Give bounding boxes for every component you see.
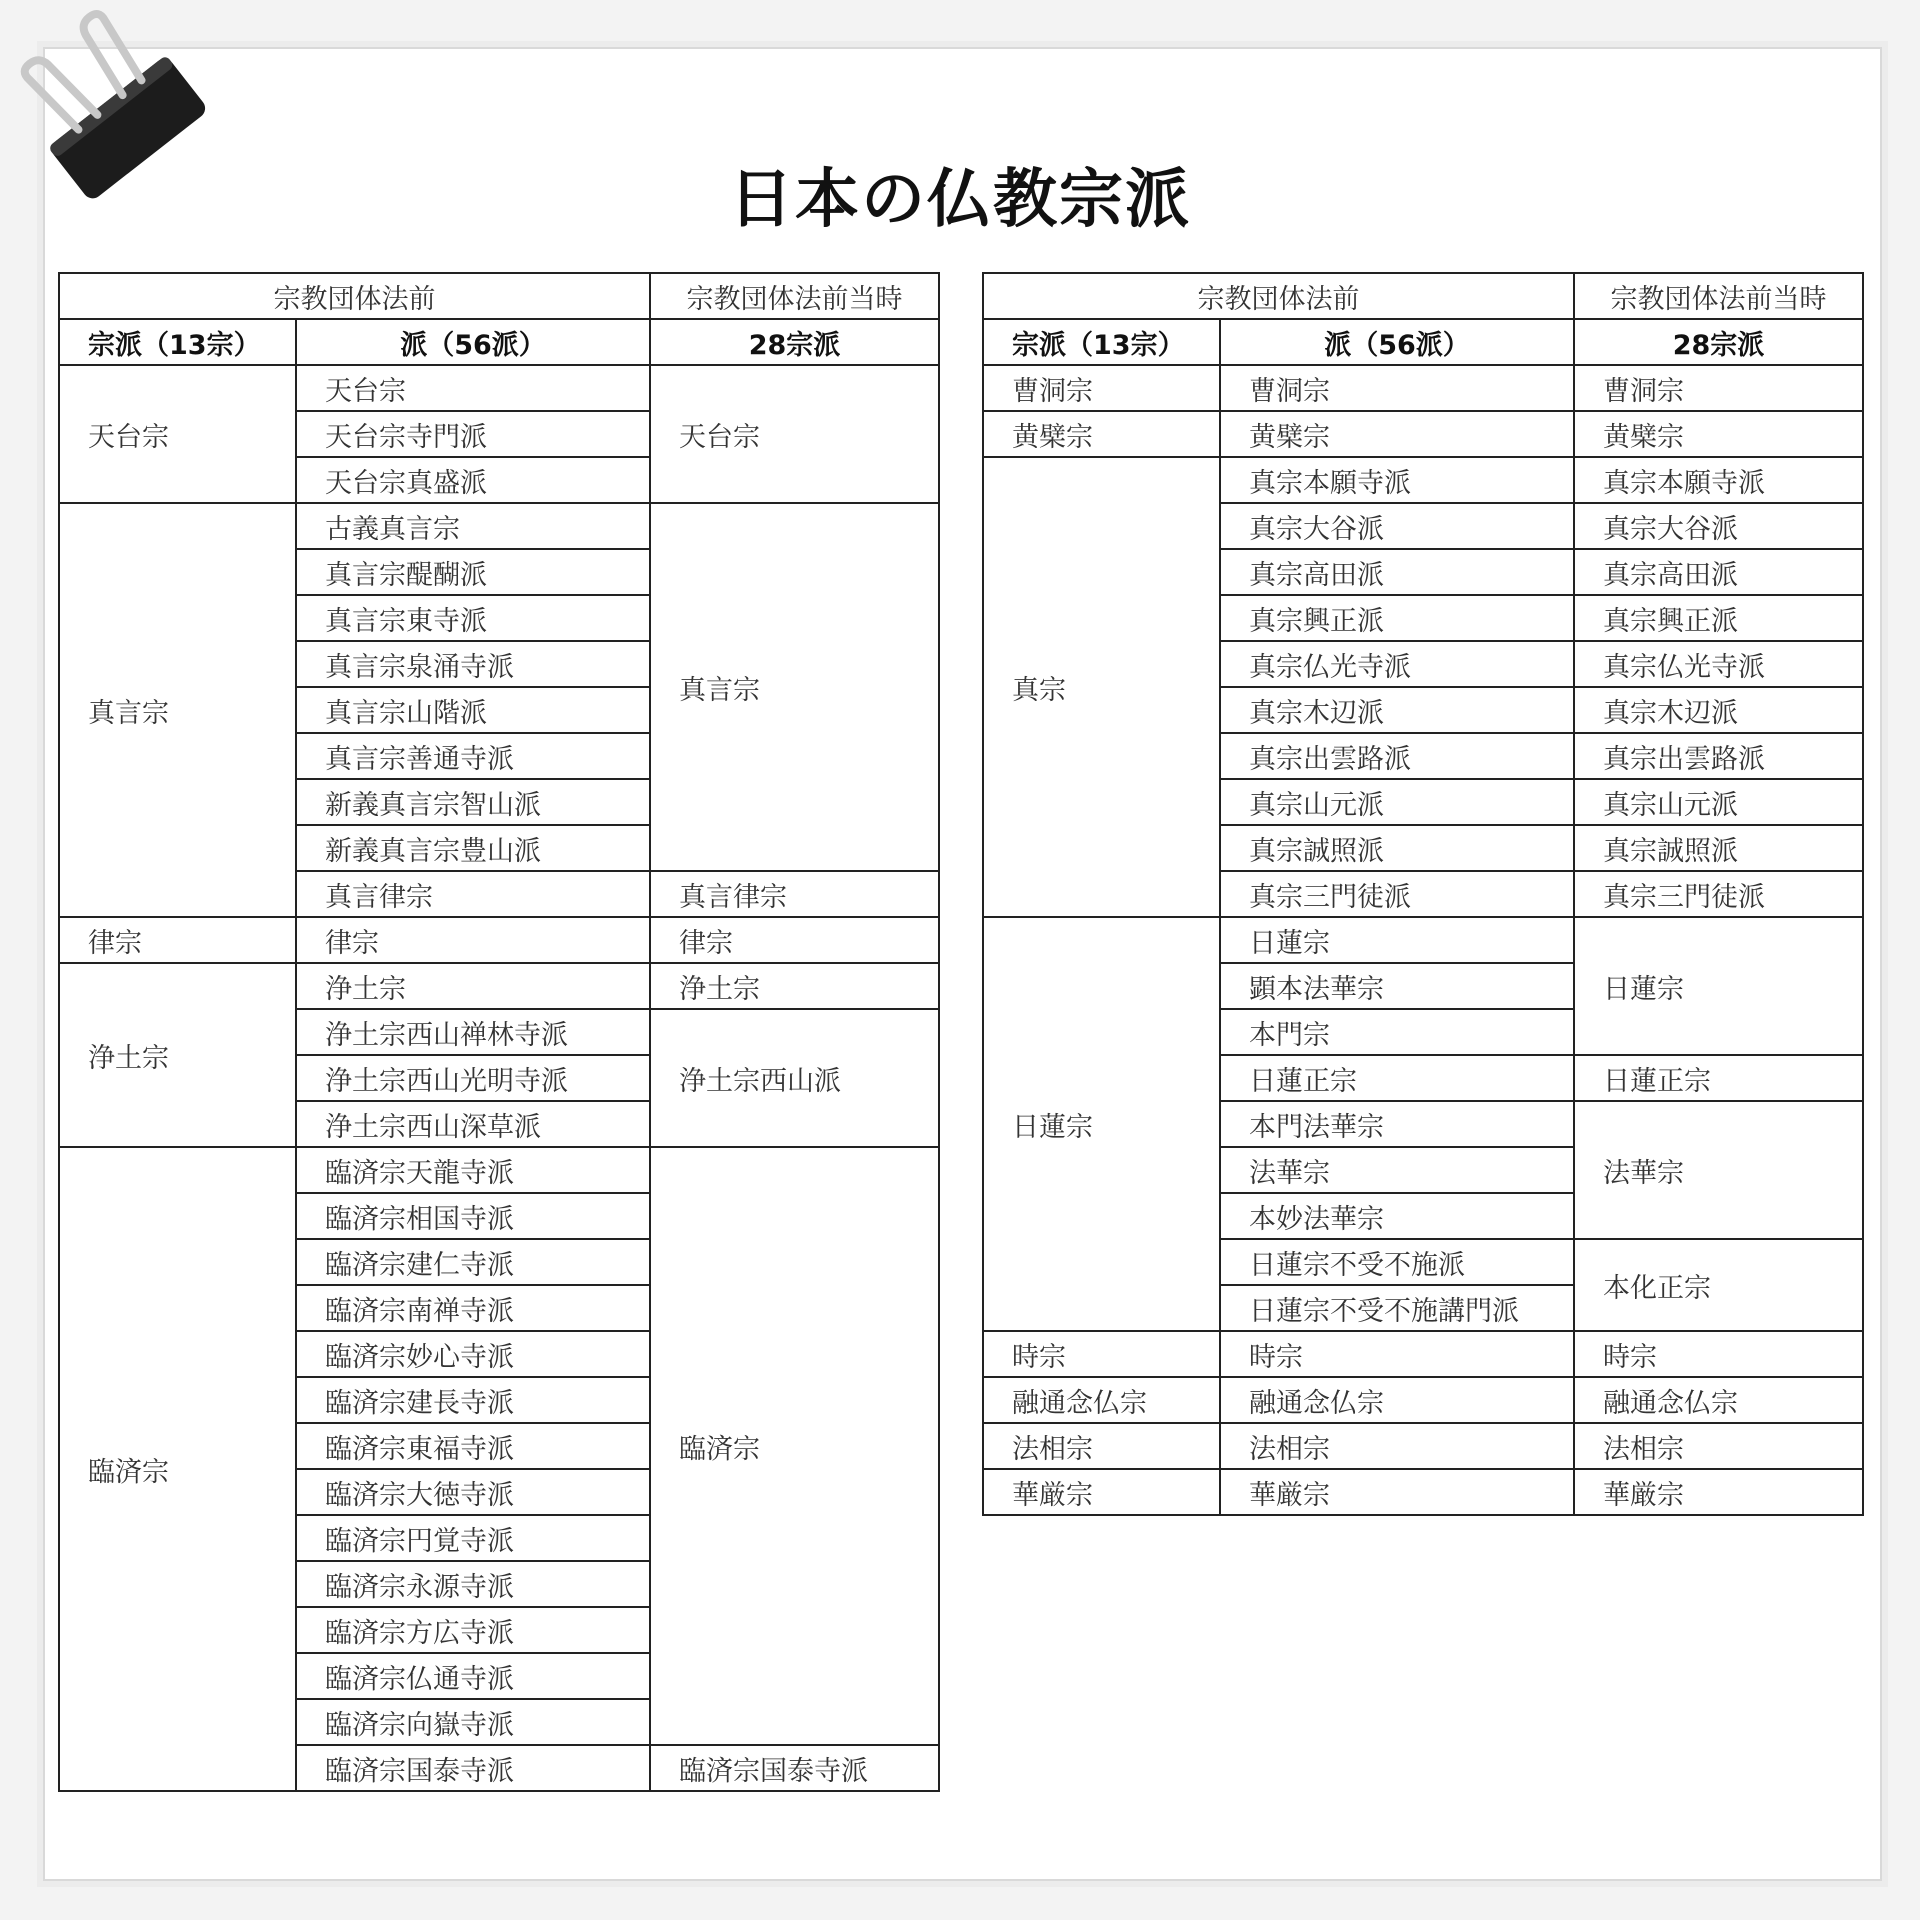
table-body [59, 365, 939, 1791]
school-cell: 古義真言宗 [296, 503, 650, 549]
school-cell: 臨済宗南禅寺派 [296, 1285, 650, 1331]
group28-cell: 日蓮正宗 [1574, 1055, 1863, 1101]
school-cell: 真宗興正派 [1220, 595, 1574, 641]
school-cell: 臨済宗円覚寺派 [296, 1515, 650, 1561]
group28-cell: 真宗高田派 [1574, 549, 1863, 595]
table-row [983, 457, 1863, 503]
school-cell: 真宗誠照派 [1220, 825, 1574, 871]
school-cell: 真宗木辺派 [1220, 687, 1574, 733]
group28-cell: 真宗誠照派 [1574, 825, 1863, 871]
header-group-time: 宗教団体法前当時 [1574, 273, 1863, 319]
school-cell: 日蓮宗不受不施派 [1220, 1239, 1574, 1285]
group28-cell: 華厳宗 [1574, 1469, 1863, 1515]
header-group28: 28宗派 [650, 319, 939, 365]
school-cell: 本妙法華宗 [1220, 1193, 1574, 1239]
group28-cell: 曹洞宗 [1574, 365, 1863, 411]
school-cell: 天台宗 [296, 365, 650, 411]
school-cell: 臨済宗永源寺派 [296, 1561, 650, 1607]
group28-cell: 真宗本願寺派 [1574, 457, 1863, 503]
group28-cell: 臨済宗 [650, 1147, 939, 1745]
group28-cell: 真宗大谷派 [1574, 503, 1863, 549]
group28-cell: 真宗興正派 [1574, 595, 1863, 641]
school-cell: 本門法華宗 [1220, 1101, 1574, 1147]
group28-cell: 日蓮宗 [1574, 917, 1863, 1055]
group28-cell: 浄土宗 [650, 963, 939, 1009]
group28-cell: 融通念仏宗 [1574, 1377, 1863, 1423]
page-title: 日本の仏教宗派 [729, 163, 1191, 237]
sect-cell: 時宗 [983, 1331, 1220, 1377]
group28-cell: 真宗出雲路派 [1574, 733, 1863, 779]
sect-cell: 真言宗 [59, 503, 296, 917]
table-row [983, 1423, 1863, 1469]
school-cell: 本門宗 [1220, 1009, 1574, 1055]
table-row [983, 1377, 1863, 1423]
school-cell: 日蓮正宗 [1220, 1055, 1574, 1101]
school-cell: 浄土宗西山深草派 [296, 1101, 650, 1147]
school-cell: 天台宗真盛派 [296, 457, 650, 503]
group28-cell: 本化正宗 [1574, 1239, 1863, 1331]
table-row [983, 365, 1863, 411]
group28-cell: 真宗木辺派 [1574, 687, 1863, 733]
header-row-group [983, 273, 1863, 319]
sect-cell: 黄檗宗 [983, 411, 1220, 457]
school-cell: 真言宗東寺派 [296, 595, 650, 641]
header-school: 派（56派） [1220, 319, 1574, 365]
school-cell: 真言宗善通寺派 [296, 733, 650, 779]
header-sect: 宗派（13宗） [983, 319, 1220, 365]
school-cell: 真宗仏光寺派 [1220, 641, 1574, 687]
group28-cell: 真言律宗 [650, 871, 939, 917]
school-cell: 日蓮宗不受不施講門派 [1220, 1285, 1574, 1331]
school-cell: 真宗本願寺派 [1220, 457, 1574, 503]
sect-cell: 真宗 [983, 457, 1220, 917]
school-cell: 真宗三門徒派 [1220, 871, 1574, 917]
group28-cell: 法相宗 [1574, 1423, 1863, 1469]
school-cell: 真宗高田派 [1220, 549, 1574, 595]
school-cell: 臨済宗相国寺派 [296, 1193, 650, 1239]
header-group28: 28宗派 [1574, 319, 1863, 365]
school-cell: 曹洞宗 [1220, 365, 1574, 411]
group28-cell: 法華宗 [1574, 1101, 1863, 1239]
table-row [59, 1147, 939, 1193]
school-cell: 臨済宗方広寺派 [296, 1607, 650, 1653]
header-school: 派（56派） [296, 319, 650, 365]
sect-cell: 華厳宗 [983, 1469, 1220, 1515]
school-cell: 融通念仏宗 [1220, 1377, 1574, 1423]
sect-cell: 臨済宗 [59, 1147, 296, 1791]
group28-cell: 天台宗 [650, 365, 939, 503]
school-cell: 新義真言宗智山派 [296, 779, 650, 825]
header-sect: 宗派（13宗） [59, 319, 296, 365]
table-row [983, 917, 1863, 963]
school-cell: 時宗 [1220, 1331, 1574, 1377]
header-group-before: 宗教団体法前 [59, 273, 650, 319]
school-cell: 浄土宗西山禅林寺派 [296, 1009, 650, 1055]
table-row [983, 411, 1863, 457]
school-cell: 浄土宗 [296, 963, 650, 1009]
school-cell: 華厳宗 [1220, 1469, 1574, 1515]
school-cell: 法華宗 [1220, 1147, 1574, 1193]
school-cell: 日蓮宗 [1220, 917, 1574, 963]
sect-cell: 律宗 [59, 917, 296, 963]
table-row [983, 1331, 1863, 1377]
school-cell: 真言宗泉涌寺派 [296, 641, 650, 687]
school-cell: 真言宗醍醐派 [296, 549, 650, 595]
school-cell: 浄土宗西山光明寺派 [296, 1055, 650, 1101]
sect-cell: 曹洞宗 [983, 365, 1220, 411]
school-cell: 天台宗寺門派 [296, 411, 650, 457]
school-cell: 真宗出雲路派 [1220, 733, 1574, 779]
school-cell: 臨済宗仏通寺派 [296, 1653, 650, 1699]
table-row [59, 503, 939, 549]
school-cell: 真宗山元派 [1220, 779, 1574, 825]
group28-cell: 律宗 [650, 917, 939, 963]
school-cell: 真言宗山階派 [296, 687, 650, 733]
school-cell: 臨済宗向嶽寺派 [296, 1699, 650, 1745]
header-group-before: 宗教団体法前 [983, 273, 1574, 319]
header-row-columns [983, 319, 1863, 365]
school-cell: 真言律宗 [296, 871, 650, 917]
school-cell: 法相宗 [1220, 1423, 1574, 1469]
sect-cell: 法相宗 [983, 1423, 1220, 1469]
group28-cell: 浄土宗西山派 [650, 1009, 939, 1147]
sect-cell: 浄土宗 [59, 963, 296, 1147]
group28-cell: 臨済宗国泰寺派 [650, 1745, 939, 1791]
group28-cell: 真言宗 [650, 503, 939, 871]
table-row [983, 1469, 1863, 1515]
sect-cell: 天台宗 [59, 365, 296, 503]
table-body [983, 365, 1863, 1515]
school-cell: 臨済宗東福寺派 [296, 1423, 650, 1469]
sect-table-left [58, 272, 940, 1792]
group28-cell: 時宗 [1574, 1331, 1863, 1377]
school-cell: 律宗 [296, 917, 650, 963]
table-row [59, 963, 939, 1009]
school-cell: 新義真言宗豊山派 [296, 825, 650, 871]
sect-cell: 日蓮宗 [983, 917, 1220, 1331]
school-cell: 臨済宗建仁寺派 [296, 1239, 650, 1285]
group28-cell: 真宗仏光寺派 [1574, 641, 1863, 687]
group28-cell: 黄檗宗 [1574, 411, 1863, 457]
school-cell: 臨済宗天龍寺派 [296, 1147, 650, 1193]
header-row-group [59, 273, 939, 319]
table-row [59, 365, 939, 411]
school-cell: 真宗大谷派 [1220, 503, 1574, 549]
school-cell: 黄檗宗 [1220, 411, 1574, 457]
group28-cell: 真宗山元派 [1574, 779, 1863, 825]
header-row-columns [59, 319, 939, 365]
sect-table-right [982, 272, 1864, 1516]
school-cell: 臨済宗国泰寺派 [296, 1745, 650, 1791]
school-cell: 臨済宗妙心寺派 [296, 1331, 650, 1377]
sect-cell: 融通念仏宗 [983, 1377, 1220, 1423]
school-cell: 顕本法華宗 [1220, 963, 1574, 1009]
header-group-time: 宗教団体法前当時 [650, 273, 939, 319]
table-row [59, 917, 939, 963]
group28-cell: 真宗三門徒派 [1574, 871, 1863, 917]
school-cell: 臨済宗大徳寺派 [296, 1469, 650, 1515]
school-cell: 臨済宗建長寺派 [296, 1377, 650, 1423]
